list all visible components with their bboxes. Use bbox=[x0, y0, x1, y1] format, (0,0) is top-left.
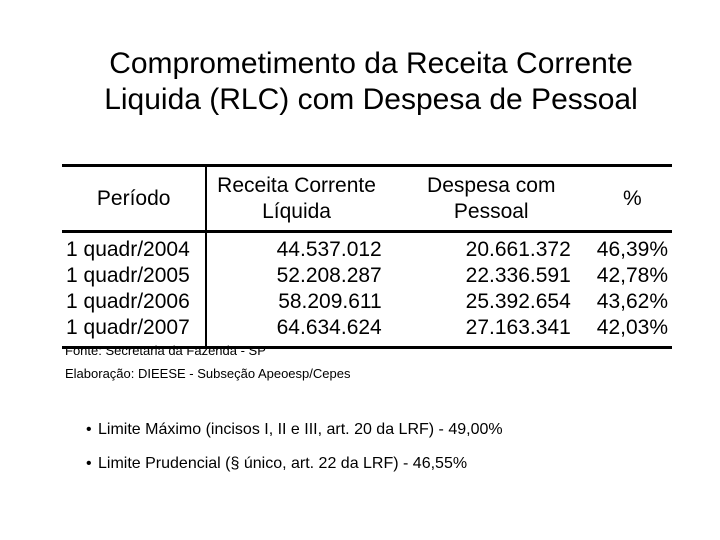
cell-rcl: 44.537.012 bbox=[276, 238, 382, 261]
source-note: Fonte: Secretaria da Fazenda - SP bbox=[65, 343, 266, 358]
rcl-table bbox=[62, 164, 672, 349]
cell-pct: 43,62% bbox=[596, 290, 668, 313]
bullet-item bbox=[86, 452, 503, 476]
table-row bbox=[62, 289, 672, 315]
bullet-list bbox=[86, 418, 503, 486]
cell-despesa: 25.392.654 bbox=[465, 290, 571, 313]
cell-periodo: 1 quadr/2005 bbox=[62, 263, 206, 289]
bullet-item bbox=[86, 418, 503, 442]
bullet-dot-icon: • bbox=[86, 455, 92, 472]
title-line-1: Comprometimento da Receita Corrente bbox=[109, 47, 633, 80]
elaboration-note: Elaboração: DIEESE - Subseção Apeoesp/Cepes bbox=[65, 366, 351, 381]
cell-despesa: 20.661.372 bbox=[465, 238, 571, 261]
table-row bbox=[62, 263, 672, 289]
table-row bbox=[62, 232, 672, 264]
title-line-2: Liquida (RLC) com Despesa de Pessoal bbox=[104, 83, 638, 116]
header-periodo: Período bbox=[62, 166, 206, 232]
header-pct: % bbox=[623, 186, 642, 210]
table-header bbox=[62, 166, 672, 232]
cell-periodo: 1 quadr/2004 bbox=[62, 232, 206, 264]
cell-periodo: 1 quadr/2006 bbox=[62, 289, 206, 315]
slide-title bbox=[0, 46, 720, 118]
bullet-text: Limite Máximo (incisos I, II e III, art. 20 da LRF) - 49,00% bbox=[98, 421, 503, 438]
cell-periodo: 1 quadr/2007 bbox=[62, 315, 206, 348]
bullet-text: Limite Prudencial (§ único, art. 22 da LRF) - 46,55% bbox=[98, 455, 468, 472]
cell-pct: 46,39% bbox=[596, 238, 668, 261]
bullet-dot-icon: • bbox=[86, 421, 92, 438]
table-body bbox=[62, 232, 672, 348]
cell-pct: 42,78% bbox=[596, 264, 668, 287]
cell-pct: 42,03% bbox=[596, 316, 668, 339]
cell-despesa: 27.163.341 bbox=[465, 316, 571, 339]
cell-rcl: 58.209.611 bbox=[278, 290, 382, 313]
cell-rcl: 64.634.624 bbox=[276, 316, 382, 339]
cell-despesa: 22.336.591 bbox=[465, 264, 571, 287]
header-rcl: Receita Corrente Líquida bbox=[217, 173, 376, 223]
header-despesa: Despesa com Pessoal bbox=[427, 173, 556, 223]
cell-rcl: 52.208.287 bbox=[276, 264, 382, 287]
